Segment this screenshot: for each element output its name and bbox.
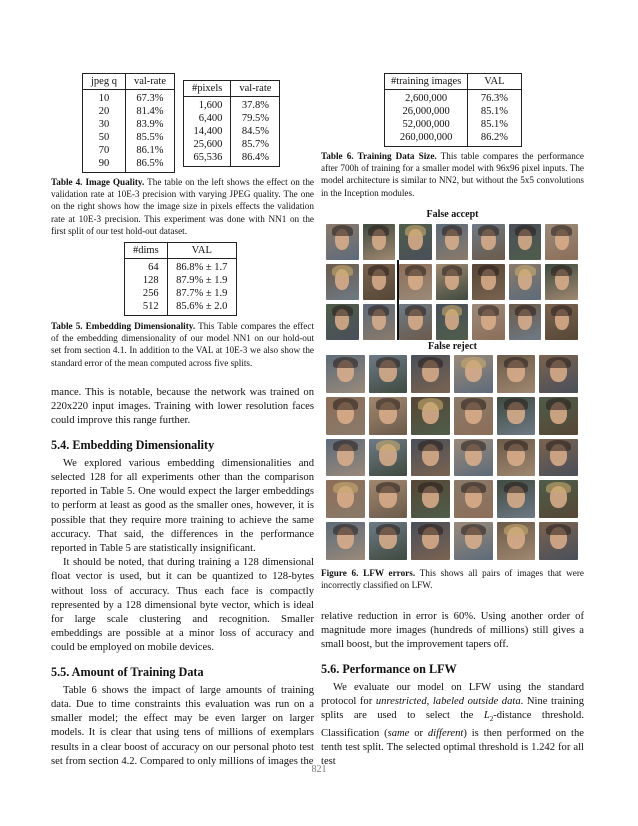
- table5-caption-text: This Table compares the effect of the embedding dimensionality of our model NN1 on our hold-out set from section 4.1. In addition to the VAL at 10E-3 we also show the standard error of the mean computed across five splits.: [51, 321, 315, 368]
- table-row: [184, 151, 280, 167]
- face-thumbnail: [436, 264, 469, 300]
- table-cell: 14,400: [193, 126, 223, 137]
- face-thumbnail: [497, 439, 536, 477]
- face-thumbnail: [545, 264, 578, 300]
- face-thumbnail: [497, 522, 536, 560]
- table-cell: 85.1%: [468, 105, 521, 118]
- face-thumbnail: [411, 355, 450, 393]
- page-number: 821: [311, 764, 327, 775]
- table-cell: 76.3%: [468, 90, 521, 106]
- table-cell: 50: [98, 132, 110, 143]
- table-row: [125, 274, 237, 287]
- table-cell: 25,600: [193, 139, 223, 150]
- table-cell: 65,536: [193, 152, 223, 163]
- face-thumbnail: [436, 304, 469, 340]
- table6-caption-label: Table 6. Training Data Size.: [321, 151, 437, 161]
- section-heading: 5.6. Performance on LFW: [321, 661, 457, 676]
- table-row: [83, 118, 175, 131]
- table-cell: 128: [142, 275, 159, 286]
- false-accept-label: False accept: [426, 209, 479, 220]
- table4-right: [183, 80, 280, 167]
- table-row: [125, 287, 237, 300]
- table6-header: #training images: [385, 74, 468, 90]
- face-thumbnail: [539, 397, 578, 435]
- left-column-body: [51, 386, 314, 769]
- face-thumbnail: [363, 304, 396, 340]
- face-thumbnail: [363, 224, 396, 260]
- table-cell: 1,600: [198, 100, 223, 111]
- face-thumbnail: [539, 522, 578, 560]
- figure6-caption-label: Figure 6. LFW errors.: [321, 568, 416, 578]
- face-thumbnail: [539, 480, 578, 518]
- face-thumbnail: [411, 522, 450, 560]
- face-thumbnail: [326, 355, 365, 393]
- table-cell: 26,000,000: [402, 106, 450, 117]
- paragraph: relative reduction in error is 60%. Using another order of magnitude more images (hundreds of millions) still gives a small boost, but the improvement tapers off.: [321, 611, 584, 651]
- false-accept-grid: [326, 224, 578, 340]
- table-cell: 52,000,000: [402, 119, 450, 130]
- table-row: [83, 90, 175, 106]
- face-thumbnail: [326, 304, 359, 340]
- table6: [384, 73, 522, 147]
- paragraph: Table 6 shows the impact of large amounts of training data. Due to time constraints this evaluation was run on a smaller model; the effect may be even larger on larger models. It is clear that using tens of millions of exemplars results in a clear boost of accuracy on our personal photo test set from section 4.2. Compared to only millions of images the: [51, 684, 314, 767]
- figure6-caption-text: This shows all pairs of images that were incorrectly classified on LFW.: [321, 568, 585, 591]
- face-thumbnail: [497, 480, 536, 518]
- section-heading: 5.5. Amount of Training Data: [51, 664, 204, 679]
- table-cell: 86.2%: [468, 131, 521, 147]
- face-thumbnail: [399, 224, 432, 260]
- table-row: [385, 105, 522, 118]
- table-row: [184, 112, 280, 125]
- table-cell: 10: [98, 93, 110, 104]
- table-row: [385, 118, 522, 131]
- face-thumbnail: [472, 264, 505, 300]
- table5-caption: [51, 320, 314, 369]
- face-thumbnail: [369, 397, 408, 435]
- table-cell: 86.5%: [125, 157, 174, 173]
- face-thumbnail: [326, 397, 365, 435]
- table-row: [184, 97, 280, 113]
- table-cell: 85.1%: [468, 118, 521, 131]
- face-thumbnail: [454, 522, 493, 560]
- table6-caption-text: This table compares the performance after 700h of training for a smaller model with 96x96 pixel inputs. The model architecture is similar to NN2, but without the 5x5 convolutions in the Inception modules.: [321, 151, 584, 198]
- face-thumbnail: [326, 439, 365, 477]
- table-cell: 70: [98, 145, 110, 156]
- table-cell: 20: [98, 106, 110, 117]
- table-cell: 30: [98, 119, 110, 130]
- table5-caption-label: Table 5. Embedding Dimensionality.: [51, 321, 196, 331]
- face-thumbnail: [411, 439, 450, 477]
- table-cell: 86.8% ± 1.7: [167, 259, 236, 275]
- face-thumbnail: [454, 397, 493, 435]
- table4-right-header: #pixels: [184, 81, 231, 97]
- face-thumbnail: [545, 224, 578, 260]
- table5-header: VAL: [167, 243, 236, 259]
- table4-left-header: val-rate: [125, 74, 174, 90]
- paragraph: We evaluate our model on LFW using the standard protocol for unrestricted, labeled outside data. Nine training splits are used to select the $L_2$-distance threshold. Classification (same or different) is then performed on the tenth test split. The selected optimal threshold is 1.242 for all test: [321, 681, 584, 767]
- table-row: [83, 105, 175, 118]
- table-row: [184, 138, 280, 151]
- table-cell: 87.9% ± 1.9: [167, 274, 236, 287]
- table-cell: 83.9%: [125, 118, 174, 131]
- table-cell: 81.4%: [125, 105, 174, 118]
- face-thumbnail: [399, 304, 432, 340]
- right-column-body: [321, 610, 584, 769]
- face-thumbnail: [369, 355, 408, 393]
- paragraph: mance. This is notable, because the network was trained on 220x220 input images. Training with lower resolution faces could improve this range further.: [51, 387, 314, 427]
- face-thumbnail: [399, 264, 432, 300]
- face-thumbnail: [454, 480, 493, 518]
- table-row: [83, 131, 175, 144]
- face-thumbnail: [369, 480, 408, 518]
- face-thumbnail: [411, 480, 450, 518]
- table-cell: 6,400: [198, 113, 223, 124]
- face-thumbnail: [411, 397, 450, 435]
- face-thumbnail: [363, 264, 396, 300]
- face-thumbnail: [472, 304, 505, 340]
- table-cell: 37.8%: [231, 97, 280, 113]
- table-cell: 512: [142, 301, 159, 312]
- table-row: [385, 131, 522, 147]
- face-thumbnail: [497, 397, 536, 435]
- face-thumbnail: [509, 224, 542, 260]
- table-row: [83, 144, 175, 157]
- table-cell: 260,000,000: [399, 132, 453, 143]
- pair-separator: [397, 260, 399, 340]
- table4-caption-text: The table on the left shows the effect on the validation rate at 10E-3 precision with varying JPEG quality. The one on the right shows how the image size in pixels effects the validation rate at 10E-3 precision. This experiment was done with NN1 on the first split of our test hold-out dataset.: [51, 177, 314, 236]
- table-cell: 67.3%: [125, 90, 174, 106]
- table5: [124, 242, 237, 316]
- table-cell: 256: [142, 288, 159, 299]
- table6-caption: [321, 150, 584, 199]
- face-thumbnail: [509, 264, 542, 300]
- false-reject-grid: [326, 355, 578, 560]
- table-row: [125, 259, 237, 275]
- table6-header: VAL: [468, 74, 521, 90]
- table-cell: 79.5%: [231, 112, 280, 125]
- table-row: [125, 300, 237, 316]
- figure6-caption: [321, 567, 584, 591]
- table4-caption-label: Table 4. Image Quality.: [51, 177, 145, 187]
- table-cell: 86.4%: [231, 151, 280, 167]
- face-thumbnail: [539, 355, 578, 393]
- face-thumbnail: [369, 439, 408, 477]
- face-thumbnail: [539, 439, 578, 477]
- face-thumbnail: [326, 480, 365, 518]
- table-cell: 85.7%: [231, 138, 280, 151]
- table-cell: 90: [98, 158, 110, 169]
- table-row: [385, 90, 522, 106]
- paragraph: It should be noted, that during training a 128 dimensional float vector is used, but it can be quantized to 128-bytes without loss of accuracy. Thus each face is compactly represented by a 128 dimensional byte vector, which is ideal for large scale clustering and recognition. Smaller embeddings are possible at a minor loss of accuracy and could be employed on mobile devices.: [51, 557, 314, 654]
- face-thumbnail: [509, 304, 542, 340]
- face-thumbnail: [326, 264, 359, 300]
- table-cell: 87.7% ± 1.9: [167, 287, 236, 300]
- face-thumbnail: [454, 439, 493, 477]
- paragraph: We explored various embedding dimensionalities and selected 128 for all experiments other than the comparison reported in Table 5. One would expect the larger embeddings to perform at least as good as the smaller ones, however, it is possible that they require more training to achieve the same accuracy. That said, the differences in the performance reported in Table 5 are statistically insignificant.: [51, 457, 314, 555]
- section-heading: 5.4. Embedding Dimensionality: [51, 437, 215, 452]
- table-cell: 85.5%: [125, 131, 174, 144]
- table4-left-header: jpeg q: [83, 74, 126, 90]
- face-thumbnail: [436, 224, 469, 260]
- face-thumbnail: [454, 355, 493, 393]
- table4-left: [82, 73, 175, 173]
- table-cell: 86.1%: [125, 144, 174, 157]
- face-thumbnail: [326, 224, 359, 260]
- face-thumbnail: [472, 224, 505, 260]
- table5-header: #dims: [125, 243, 168, 259]
- face-thumbnail: [545, 304, 578, 340]
- false-reject-label: False reject: [428, 341, 477, 352]
- table-cell: 64: [148, 262, 159, 273]
- table4-right-header: val-rate: [231, 81, 280, 97]
- face-thumbnail: [497, 355, 536, 393]
- table-cell: 84.5%: [231, 125, 280, 138]
- table4-caption: [51, 176, 314, 237]
- table-row: [184, 125, 280, 138]
- table-cell: 85.6% ± 2.0: [167, 300, 236, 316]
- face-thumbnail: [326, 522, 365, 560]
- table-row: [83, 157, 175, 173]
- table-cell: 2,600,000: [405, 93, 448, 104]
- face-thumbnail: [369, 522, 408, 560]
